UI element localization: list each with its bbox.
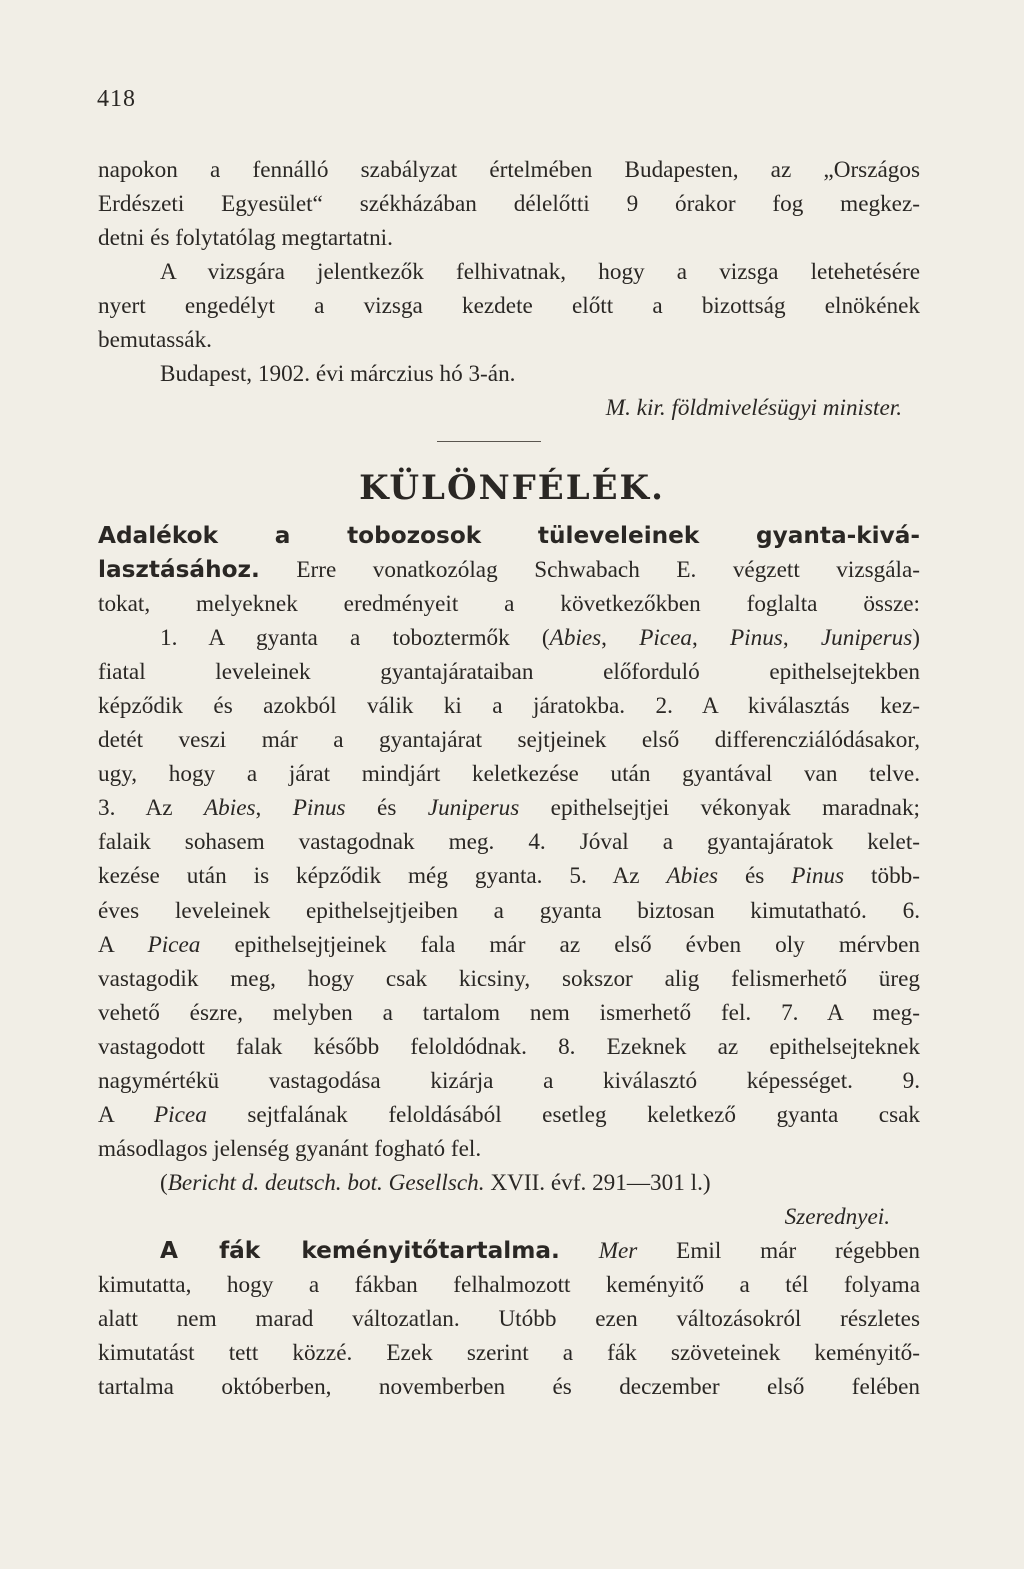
text-run: 3. Az — [98, 795, 205, 822]
text-line — [98, 1098, 920, 1132]
text-line — [98, 519, 920, 553]
text-line: detét veszi már a gyantajárat sejtjeinek első differencziálódásakor, — [98, 727, 920, 754]
text-line: Erdészeti Egyesület“ székházában délelőtti 9 órakor fog megkez- — [98, 191, 920, 218]
text-line: tartalma októberben, novemberben és deczember első felében — [98, 1374, 920, 1401]
text-line: falaik sohasem vastagodnak meg. 4. Jóval a gyantajáratok kelet- — [98, 829, 920, 856]
text-line: kimutatta, hogy a fákban felhalmozott keményitő a tél folyama — [98, 1272, 920, 1299]
genus-name: Pinus — [730, 625, 783, 652]
text-line: vastagodik meg, hogy csak kicsiny, sokszor alig felismerhető üreg — [98, 965, 920, 992]
text-line: vastagodott falak később feloldódnak. 8. Ezeknek az epithelsejteknek — [98, 1033, 920, 1060]
genus-name: Picea — [639, 625, 692, 652]
text-run: sejtfalának feloldásából esetleg keletkező gyanta csak — [206, 1101, 920, 1128]
text-line: bemutassák. — [98, 327, 212, 354]
section-divider — [437, 441, 541, 442]
citation-rest: XVII. évf. 291—301 l.) — [484, 1169, 711, 1196]
citation-line: (Bericht d. deutsch. bot. Gesellsch. XVII. évf. 291—301 l.) — [160, 1169, 711, 1196]
text-line: alatt nem marad változatlan. Utóbb ezen változásokról részletes — [98, 1306, 920, 1333]
text-line: napokon a fennálló szabályzat értelmében Budapesten, az „Országos — [98, 157, 920, 183]
text-line: fiatal leveleinek gyantajárataiban előforduló epithelsejtekben — [98, 659, 920, 686]
text-line: tokat, melyeknek eredményeit a következőkben foglalta össze: — [98, 591, 920, 618]
text-line: detni és folytatólag megtartatni. — [98, 225, 393, 252]
text-run: A — [98, 1101, 155, 1128]
text-run: 1. A gyanta a toboztermők ( — [160, 625, 550, 652]
text-run: A — [98, 931, 148, 958]
genus-name: Pinus — [292, 795, 346, 822]
text-line: A vizsgára jelentkezők felhivatnak, hogy a vizsga letehetésére — [160, 259, 920, 286]
page-number: 418 — [97, 86, 136, 112]
text-run: kezése után is képződik még gyanta. 5. Az — [98, 863, 667, 890]
article-body — [98, 519, 920, 1404]
text-line: ugy, hogy a járat mindjárt keletkezése után gyantával van telve. — [98, 761, 920, 788]
genus-name: Picea — [154, 1101, 207, 1128]
text-line: kezése után is képződik még gyanta. 5. Az Abies és Pinus több- — [98, 863, 920, 890]
article-title-cont: lasztásához. — [98, 556, 260, 584]
genus-name: Abies — [666, 863, 719, 890]
text-line — [98, 928, 920, 962]
text-line — [98, 553, 920, 587]
text-line: 3. Az Abies, Pinus és Juniperus epithelsejtjei vékonyak maradnak; — [98, 795, 920, 822]
text-run: több- — [844, 863, 920, 890]
text-line: képződik és azokból válik ki a járatokba. 2. A kiválasztás kez- — [98, 693, 920, 720]
article-title: Adalékok a tobozosok tüleveleinek gyanta-kivá- — [98, 522, 920, 549]
genus-name: Juniperus — [820, 625, 913, 652]
date-line: Budapest, 1902. évi márczius hó 3-án. — [160, 361, 516, 388]
notice-paragraph — [98, 153, 920, 425]
text-run: epithelsejtjei vékonyak maradnak; — [519, 795, 920, 822]
text-line: nagymértékü vastagodása kizárja a kiválasztó képességet. 9. — [98, 1067, 920, 1094]
citation-journal: Bericht d. deutsch. bot. Gesellsch. — [167, 1169, 485, 1196]
article-signature-line — [98, 1200, 920, 1234]
genus-name: Abies — [549, 625, 602, 652]
text-line: éves leveleinek epithelsejtjeiben a gyanta biztosan kimutatható. 6. — [98, 897, 920, 924]
article-title: A fák keményitőtartalma. — [160, 1236, 560, 1264]
genus-name: Pinus — [791, 863, 845, 890]
text-line — [98, 1234, 920, 1268]
text-run: Emil már régebben — [637, 1237, 920, 1264]
text-run: Erre vonatkozólag Schwabach E. végzett vizsgála- — [259, 557, 920, 584]
text-line: 1. A gyanta a toboztermők (Abies, Picea, Pinus, Juniperus) — [160, 625, 920, 652]
genus-name: Picea — [147, 931, 201, 958]
text-line: vehető észre, melyben a tartalom nem ismerhető fel. 7. A meg- — [98, 999, 920, 1026]
article-signature: Szerednyei. — [784, 1203, 890, 1230]
genus-name: Abies — [204, 795, 256, 822]
text-line: kimutatást tett közzé. Ezek szerint a fák szöveteinek keményitő- — [98, 1340, 920, 1367]
text-run: epithelsejtjeinek fala már az első évben oly mérvben — [200, 931, 920, 958]
text-line: nyert engedélyt a vizsga kezdete előtt a bizottság elnökének — [98, 293, 920, 320]
notice-signature — [98, 391, 920, 425]
genus-name: Juniperus — [427, 795, 520, 822]
signature-text: M. kir. földmivelésügyi minister. — [605, 395, 902, 422]
section-heading: KÜLÖNFÉLÉK. — [359, 468, 665, 508]
author-name: Mer — [598, 1237, 638, 1264]
text-line: másodlagos jelenség gyanánt fogható fel. — [98, 1135, 482, 1162]
